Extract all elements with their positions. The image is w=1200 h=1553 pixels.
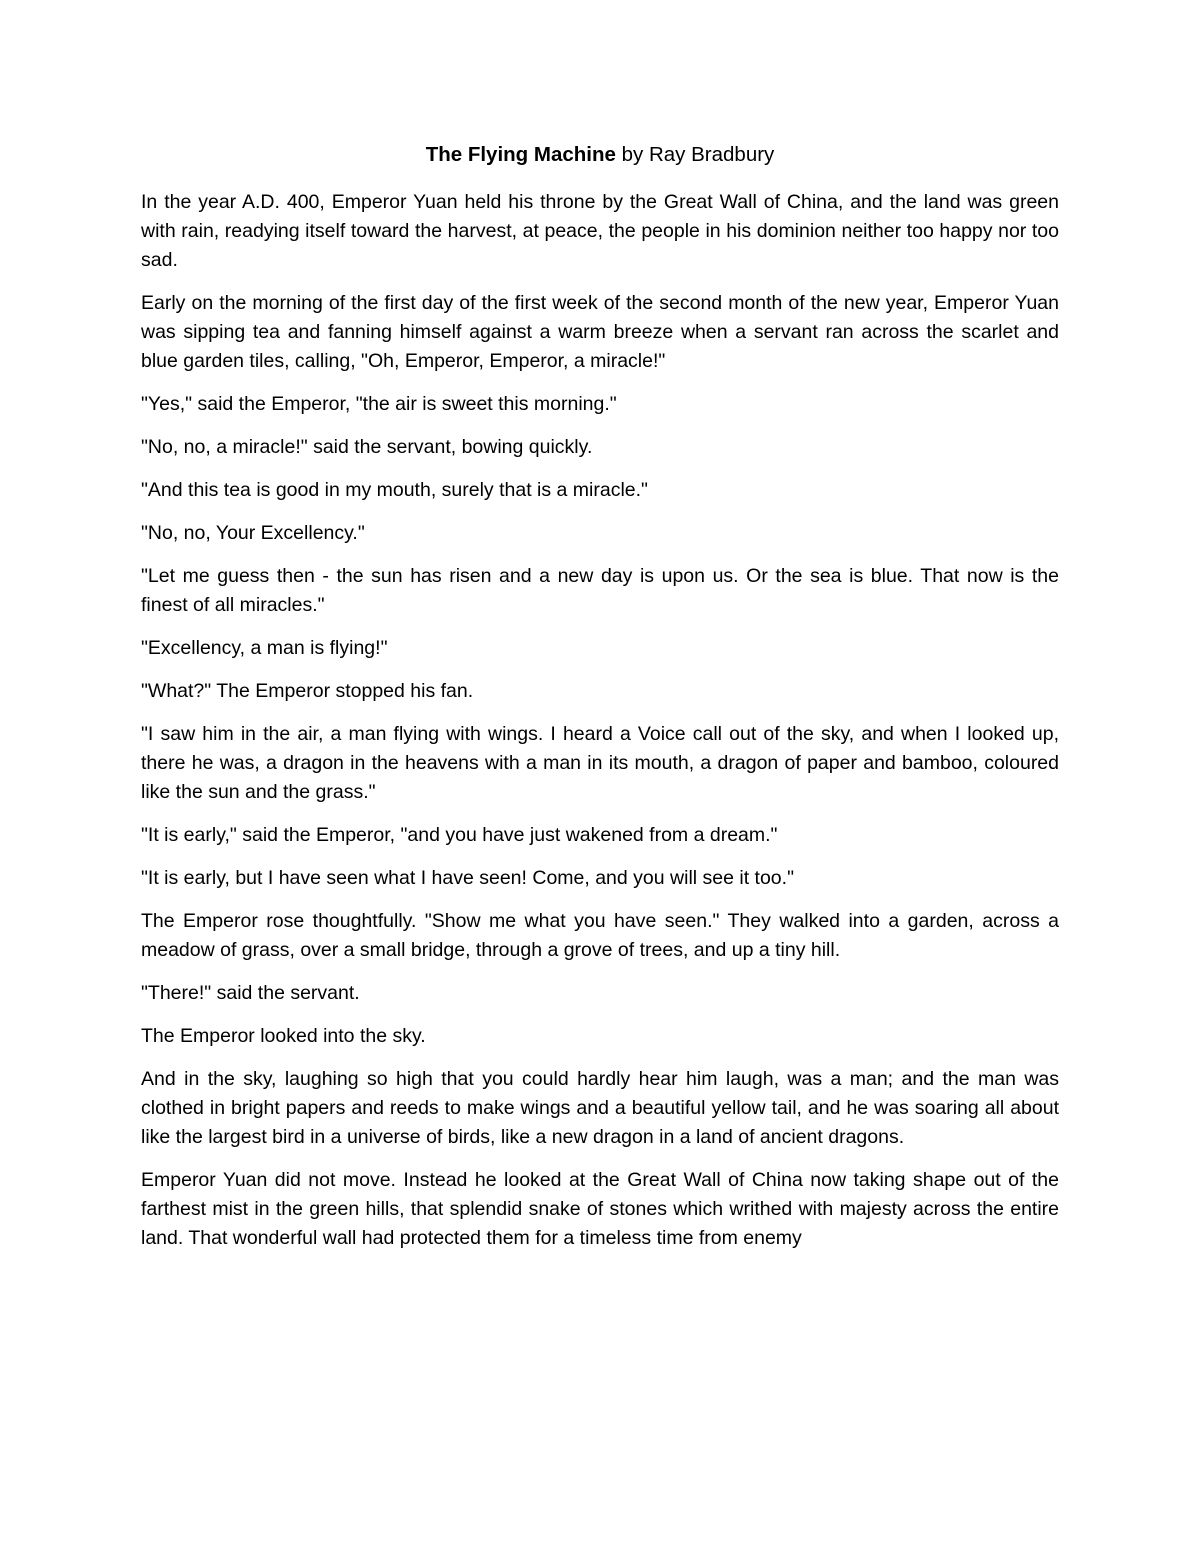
paragraph: Emperor Yuan did not move. Instead he looked at the Great Wall of China now taking shape out of the farthest mist in the green hills, that splendid snake of stones which writhed with majesty across the entire land. That wonderful wall had protected them for a timeless time from enemy	[141, 1169, 1059, 1249]
paragraph: "It is early, but I have seen what I have seen! Come, and you will see it too."	[141, 867, 794, 889]
paragraph: "Let me guess then - the sun has risen and a new day is upon us. Or the sea is blue. That now is the finest of all miracles."	[141, 565, 1059, 616]
paragraph: "Yes," said the Emperor, "the air is sweet this morning."	[141, 393, 617, 415]
paragraph: "No, no, a miracle!" said the servant, bowing quickly.	[141, 436, 593, 458]
paragraph: "What?" The Emperor stopped his fan.	[141, 680, 474, 702]
paragraph: "No, no, Your Excellency."	[141, 522, 365, 544]
paragraph: "And this tea is good in my mouth, surely that is a miracle."	[141, 479, 648, 501]
paragraph: "It is early," said the Emperor, "and you have just wakened from a dream."	[141, 824, 778, 846]
paragraph: The Emperor rose thoughtfully. "Show me what you have seen." They walked into a garden, across a meadow of grass, over a small bridge, through a grove of trees, and up a tiny hill.	[141, 910, 1059, 961]
paragraph: Early on the morning of the first day of the first week of the second month of the new year, Emperor Yuan was sipping tea and fanning himself against a warm breeze when a servant ran across the scarlet and blue garden tiles, calling, "Oh, Emperor, Emperor, a miracle!"	[141, 292, 1059, 372]
paragraph: "Excellency, a man is flying!"	[141, 637, 388, 659]
paragraph: In the year A.D. 400, Emperor Yuan held his throne by the Great Wall of China, and the land was green with rain, readying itself toward the harvest, at peace, the people in his dominion neither too happy nor too sad.	[141, 191, 1059, 271]
paragraph: And in the sky, laughing so high that you could hardly hear him laugh, was a man; and the man was clothed in bright papers and reeds to make wings and a beautiful yellow tail, and he was soaring all about like the largest bird in a universe of birds, like a new dragon in a land of ancient dragons.	[141, 1068, 1059, 1148]
document-page	[141, 138, 1059, 1267]
paragraph: "There!" said the servant.	[141, 982, 360, 1004]
title-main: The Flying Machine	[425, 143, 616, 166]
document-title	[141, 138, 1059, 172]
paragraph: "I saw him in the air, a man flying with wings. I heard a Voice call out of the sky, and when I looked up, there he was, a dragon in the heavens with a man in its mouth, a dragon of paper and bamboo, coloured like the sun and the grass."	[141, 723, 1059, 803]
title-author: by Ray Bradbury	[615, 143, 775, 166]
paragraph: The Emperor looked into the sky.	[141, 1025, 426, 1047]
